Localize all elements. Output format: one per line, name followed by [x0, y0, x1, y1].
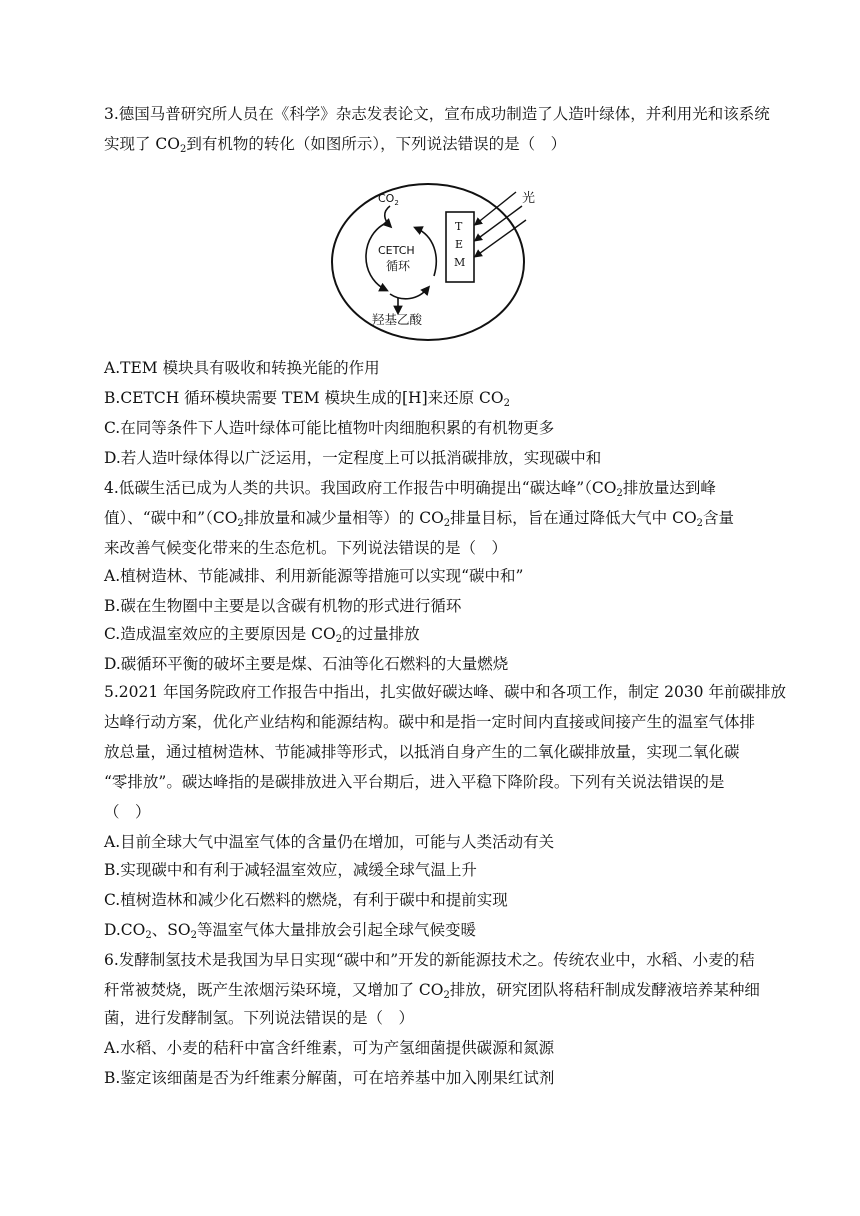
q3-stem-line2: 实现了 $CO_2$到有机物的转化（如图所示），下列说法错误的是（ ） — [104, 135, 567, 155]
cycle-arc-right — [416, 228, 436, 276]
q5-stem-line1: 5.2021 年国务院政府工作报告中指出，扎实做好碳达峰、碳中和各项工作，制定 2030 年前碳排放 — [104, 683, 786, 701]
q3-option-b: B.CETCH 循环模块需要 TEM 模块生成的[H]来还原 $CO_2$ — [104, 389, 510, 409]
q6-stem-line2: 秆常被焚烧，既产生浓烟污染环境，又增加了 $CO_2$排放，研究团队将秸秆制成发酵液培养某种细 — [104, 981, 760, 1001]
product-label: 羟基乙酸 — [372, 312, 423, 327]
q4-option-a: A.植树造林、节能减排、利用新能源等措施可以实现“碳中和” — [104, 567, 524, 585]
co2-label: $CO_2$ — [378, 192, 399, 207]
cycle-label-2: 循环 — [386, 259, 411, 273]
chloroplast-outline — [332, 184, 524, 340]
q4-option-c: C.造成温室效应的主要原因是 $CO_2$的过量排放 — [104, 625, 420, 645]
q4-stem-line3: 来改善气候变化带来的生态危机。下列说法错误的是（ ） — [104, 539, 508, 557]
tem-letter-e: E — [455, 238, 464, 251]
cycle-label-1: CETCH — [378, 244, 415, 257]
q5-option-c: C.植树造林和减少化石燃料的燃烧，有利于碳中和提前实现 — [104, 891, 508, 909]
q5-stem-line3: 放总量，通过植树造林、节能减排等形式，以抵消自身产生的二氧化碳排放量，实现二氧化碳 — [104, 743, 740, 761]
q3-option-c: C.在同等条件下人造叶绿体可能比植物叶肉细胞积累的有机物更多 — [104, 419, 555, 437]
q3-option-d: D.若人造叶绿体得以广泛运用，一定程度上可以抵消碳排放，实现碳中和 — [104, 449, 602, 467]
tem-letter-t: T — [455, 220, 463, 233]
light-label: 光 — [522, 191, 536, 206]
q6-option-b: B.鉴定该细菌是否为纤维素分解菌，可在培养基中加入刚果红试剂 — [104, 1069, 555, 1087]
q4-stem-line2: 值）、“碳中和$”(CO_2$排放量和减少量相等）的 $CO_2$排量目标，旨在通过降低大气中 $CO_2$含量 — [104, 509, 735, 529]
q4-option-d: D.碳循环平衡的破坏主要是煤、石油等化石燃料的大量燃烧 — [104, 655, 509, 673]
q5-option-d: $D.CO_2$、$SO_2$等温室气体大量排放会引起全球气候变暖 — [104, 921, 476, 941]
q4-stem-line1: 4.低碳生活已成为人类的共识。我国政府工作报告中明确提出“碳达峰$”(CO_2$排放量达到峰 — [104, 479, 716, 499]
q5-option-a: A.目前全球大气中温室气体的含量仍在增加，可能与人类活动有关 — [104, 833, 555, 851]
artificial-chloroplast-figure — [330, 176, 550, 342]
cycle-arc-bottom — [390, 288, 428, 299]
q6-stem-line1: 6.发酵制氢技术是我国为早日实现“碳中和”开发的新能源技术之。传统农业中，水稻、小麦的秸 — [104, 951, 755, 969]
q5-option-b: B.实现碳中和有利于减轻温室效应，减缓全球气温上升 — [104, 861, 477, 879]
q3-stem-line1: 3.德国马普研究所人员在《科学》杂志发表论文，宣布成功制造了人造叶绿体，并利用光和该系统 — [104, 105, 770, 123]
q4-option-b: B.碳在生物圈中主要是以含碳有机物的形式进行循环 — [104, 597, 462, 615]
q3-option-a: A.TEM 模块具有吸收和转换光能的作用 — [104, 359, 380, 377]
q5-stem-line4: “零排放”。碳达峰指的是碳排放进入平台期后，进入平稳下降阶段。下列有关说法错误的是 — [104, 773, 725, 791]
q5-stem-line5: （ ） — [104, 803, 151, 821]
q5-stem-line2: 达峰行动方案，优化产业结构和能源结构。碳中和是指一定时间内直接或间接产生的温室气体排 — [104, 713, 756, 731]
q6-stem-line3: 菌，进行发酵制氢。下列说法错误的是（ ） — [104, 1009, 415, 1027]
tem-letter-m: M — [454, 256, 466, 269]
q6-option-a: A.水稻、小麦的秸秆中富含纤维素，可为产氢细菌提供碳源和氮源 — [104, 1039, 555, 1057]
